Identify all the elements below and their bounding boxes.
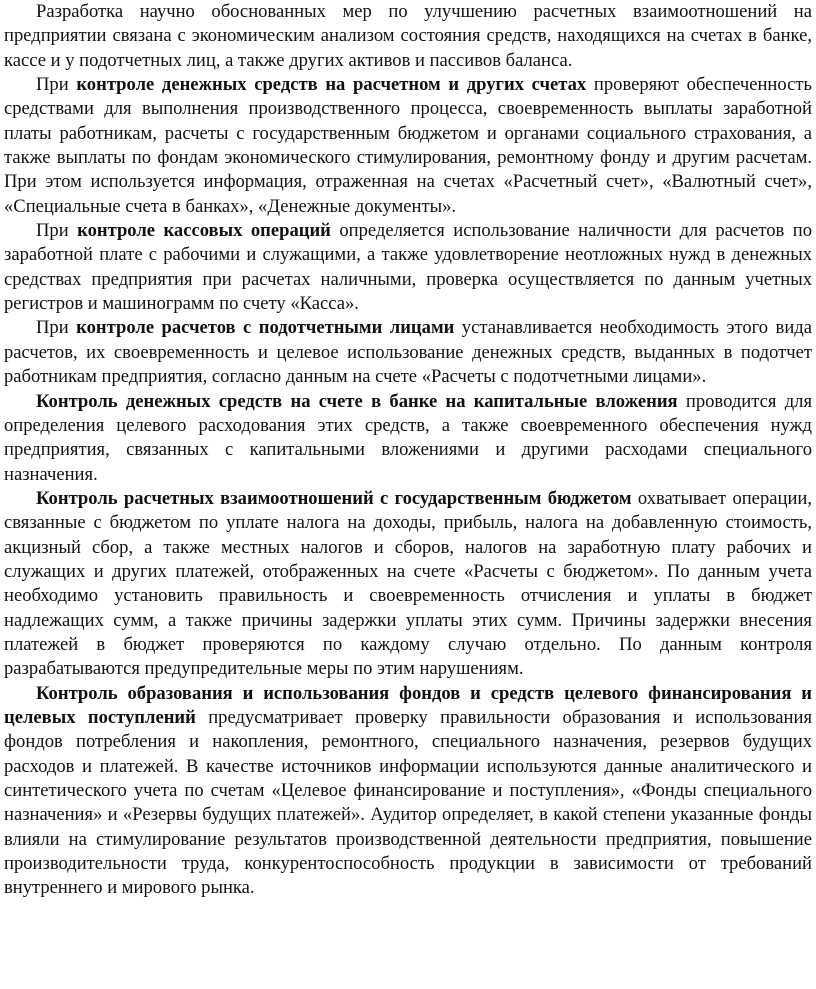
paragraph-cashbox-operations-control [4,219,812,316]
paragraph-bold-heading: Контроль расчетных взаимоотношений с государственным бюджетом [36,487,632,509]
paragraph-bold-heading: контроле кассовых операций [77,220,331,242]
paragraph-cash-accounts-control [4,73,812,219]
paragraph-accountable-persons-control [4,316,812,389]
paragraph-bold-heading: контроле денежных средств на расчетном и других счетах [76,74,587,96]
document-page [4,0,812,901]
paragraph-text: устанавливается необходимость этого вида расчетов, их своевременность и целевое использование денежных средств, выданных в подотчет работникам предприятия, согласно данным на счете «Расчеты с подотчетными лицами». [4,317,812,388]
paragraph-bold-heading: контроле расчетов с подотчетными лицами [76,317,455,339]
paragraph-bold-heading: Контроль образования и использования фондов и средств целевого финансирования и целевых поступлений [4,682,812,728]
paragraph-lead: При [36,220,78,242]
paragraph-text: проводится для определения целевого расходования этих средств, а также своевременного обеспечения нужд предприятия, связанных с капитальными вложениями и другими расходами специального назначения. [4,390,812,485]
paragraph-text: определяется использование наличности для расчетов по заработной плате с рабочими и служащими, а также удовлетворение неотложных нужд в денежных средствах предприятия при расчетах наличными, проверка осуществляется по данным учетных регистров и машинограмм по счету «Касса». [4,220,812,315]
paragraph-lead: При [36,317,77,339]
paragraph-text: Разработка научно обоснованных мер по улучшению расчетных взаимоотношений на предприятии связана с экономическим анализом состояния средств, находящихся на счетах в банке, кассе и у подотчетных лиц, а также других активов и пассивов баланса. [4,1,812,71]
paragraph-capital-investments-control [4,390,812,487]
paragraph-text: охватывает операции, связанные с бюджетом по уплате налога на доходы, прибыль, налога на добавленную стоимость, акцизный сбор, а также местных налогов и сборов, налогов на заработную плату рабочих и служащих и других платежей, отображенных на счете «Расчеты с бюджетом». По данным учета необходимо установить правильность и своевременность отчисления и уплаты в бюджет надлежащих сумм, а также причины задержки уплаты этих сумм. Причины задержки внесения платежей в бюджет проверяются по каждому случаю отдельно. По данным контроля разрабатываются предупредительные меры по этим нарушениям. [4,487,812,680]
paragraph-intro [4,0,812,73]
paragraph-bold-heading: Контроль денежных средств на счете в банке на капитальные вложения [36,390,678,412]
paragraph-target-funds-control [4,682,812,901]
paragraph-text: предусматривает проверку правильности образования и использования фондов потребления и накопления, ремонтного, специального назначения, резервов будущих расходов и платежей. В качестве источников информации используются данные аналитического и синтетического учета по счетам «Целевое финансирование и поступления», «Фонды специального назначения» и «Резервы будущих платежей». Аудитор определяет, в какой степени указанные фонды влияли на стимулирование результатов производственной деятельности предприятия, повышение производительности труда, конкурентоспособность продукции в зависимости от требований внутреннего и мирового рынка. [4,706,812,899]
paragraph-state-budget-control [4,487,812,682]
paragraph-text: проверяют обеспеченность средствами для выполнения производственного процесса, своевременность выплаты заработной платы работникам, расчеты с государственным бюджетом и органами социального страхования, а также выплаты по фондам экономического стимулирования, ремонтному фонду и другим расчетам. При этом используется информация, отраженная на счетах «Расчетный счет», «Валютный счет», «Специальные счета в банках», «Денежные документы». [4,74,812,217]
paragraph-lead: При [36,74,77,96]
